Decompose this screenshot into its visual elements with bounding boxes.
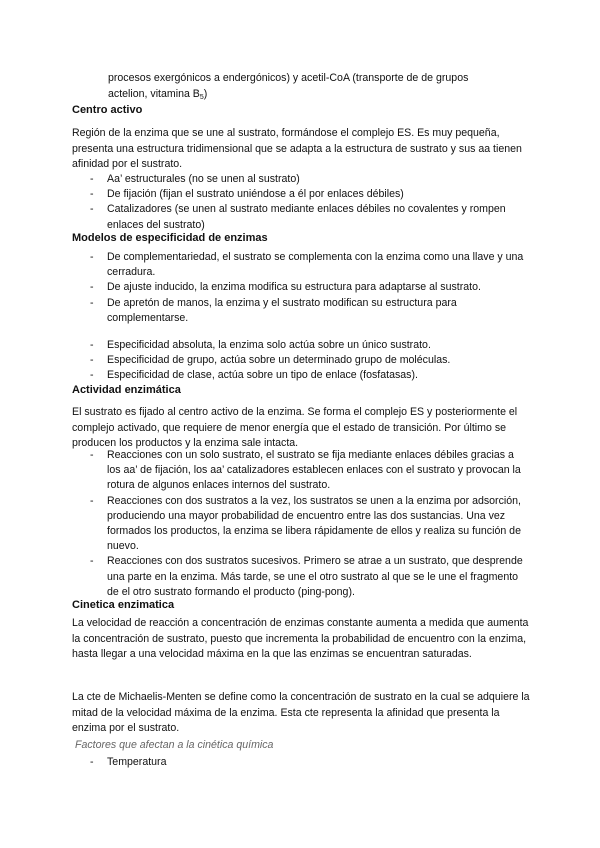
paragraph-centro-activo: Región de la enzima que se une al sustrato, formándose el complejo ES. Es muy pequeña, presenta una estructura tridimensional que se adapta a la estructura de sustrato y sus aa tienen afinidad por el sustrato. bbox=[72, 127, 522, 171]
list-item: - Temperatura bbox=[90, 755, 530, 770]
list-item: - Reacciones con dos sustratos sucesivos. Primero se atrae a un sustrato, que desprende una parte en la enzima. Más tarde, se une el otro sustrato al que se le une el fragmento de el otro sustrato formando el producto (ping-pong). bbox=[90, 554, 530, 600]
list-especificidad bbox=[90, 338, 530, 384]
heading-modelos: Modelos de especificidad de enzimas bbox=[72, 232, 268, 244]
vitamin-subscript: 5 bbox=[199, 94, 204, 101]
paragraph-actividad: El sustrato es fijado al centro activo de la enzima. Se forma el complejo ES y posteriormente el complejo activado, que requiere de menor energía que el estado de transición. Por último se producen los productos y la enzima sale intacta. bbox=[72, 406, 518, 450]
list-item: - De fijación (fijan el sustrato uniéndose a él por enlaces débiles) bbox=[90, 187, 530, 202]
list-modelos bbox=[90, 250, 530, 326]
paragraph-cinetica-2: La cte de Michaelis-Menten se define como la concentración de sustrato en la cual se adquiere la mitad de la velocidad máxima de la enzima. Esta cte representa la afinidad que presenta la enzima por el sustrato. bbox=[72, 691, 530, 735]
list-item: - Catalizadores (se unen al sustrato mediante enlaces débiles no covalentes y rompen enlaces del sustrato) bbox=[90, 202, 530, 232]
continuation-text bbox=[108, 70, 528, 106]
continuation-line-1: procesos exergónicos a endergónicos) y acetil-CoA (transporte de de grupos bbox=[108, 72, 469, 84]
list-actividad bbox=[90, 448, 530, 600]
heading-centro-activo: Centro activo bbox=[72, 104, 143, 116]
list-item: - De ajuste inducido, la enzima modifica su estructura para adaptarse al sustrato. bbox=[90, 280, 530, 295]
list-item: - Reacciones con un solo sustrato, el sustrato se fija mediante enlaces débiles gracias a los aa’ de fijación, los aa’ catalizadores establecen enlaces con el sustrato y provocan la rotura de algunos enlaces internos del sustrato. bbox=[90, 448, 530, 494]
list-factores bbox=[90, 755, 530, 770]
heading-cinetica: Cinetica enzimatica bbox=[72, 599, 175, 611]
list-item: - Especificidad absoluta, la enzima solo actúa sobre un único sustrato. bbox=[90, 338, 530, 353]
continuation-line-2 bbox=[108, 86, 528, 106]
list-item: - Reacciones con dos sustratos a la vez, los sustratos se unen a la enzima por adsorción, produciendo una mayor probabilidad de encuentro entre las dos sustancias. Una vez formados los productos, la enzima se libera rápidamente de ellos y realiza su función de nuevo. bbox=[90, 494, 530, 555]
paragraph-cinetica-1: La velocidad de reacción a concentración de enzimas constante aumenta a medida que aumenta la concentración de sustrato, puesto que incrementa la probabilidad de encuentro con la enzima, hasta llegar a una velocidad máxima en la que las enzimas se encuentran saturadas. bbox=[72, 617, 529, 661]
list-item: - Especificidad de clase, actúa sobre un tipo de enlace (fosfatasas). bbox=[90, 368, 530, 383]
subheading-factores: Factores que afectan a la cinética química bbox=[75, 739, 274, 751]
continuation-line-2-text: actelion, vitamina B bbox=[108, 88, 200, 100]
continuation-line-2-end: ) bbox=[203, 88, 208, 100]
list-item: - De apretón de manos, la enzima y el sustrato modifican su estructura para complementarse. bbox=[90, 296, 530, 326]
list-item: - De complementariedad, el sustrato se complementa con la enzima como una llave y una cerradura. bbox=[90, 250, 530, 280]
list-centro-activo bbox=[90, 172, 530, 233]
list-item: - Aa’ estructurales (no se unen al sustrato) bbox=[90, 172, 530, 187]
heading-actividad: Actividad enzimática bbox=[72, 384, 181, 396]
list-item: - Especificidad de grupo, actúa sobre un determinado grupo de moléculas. bbox=[90, 353, 530, 368]
